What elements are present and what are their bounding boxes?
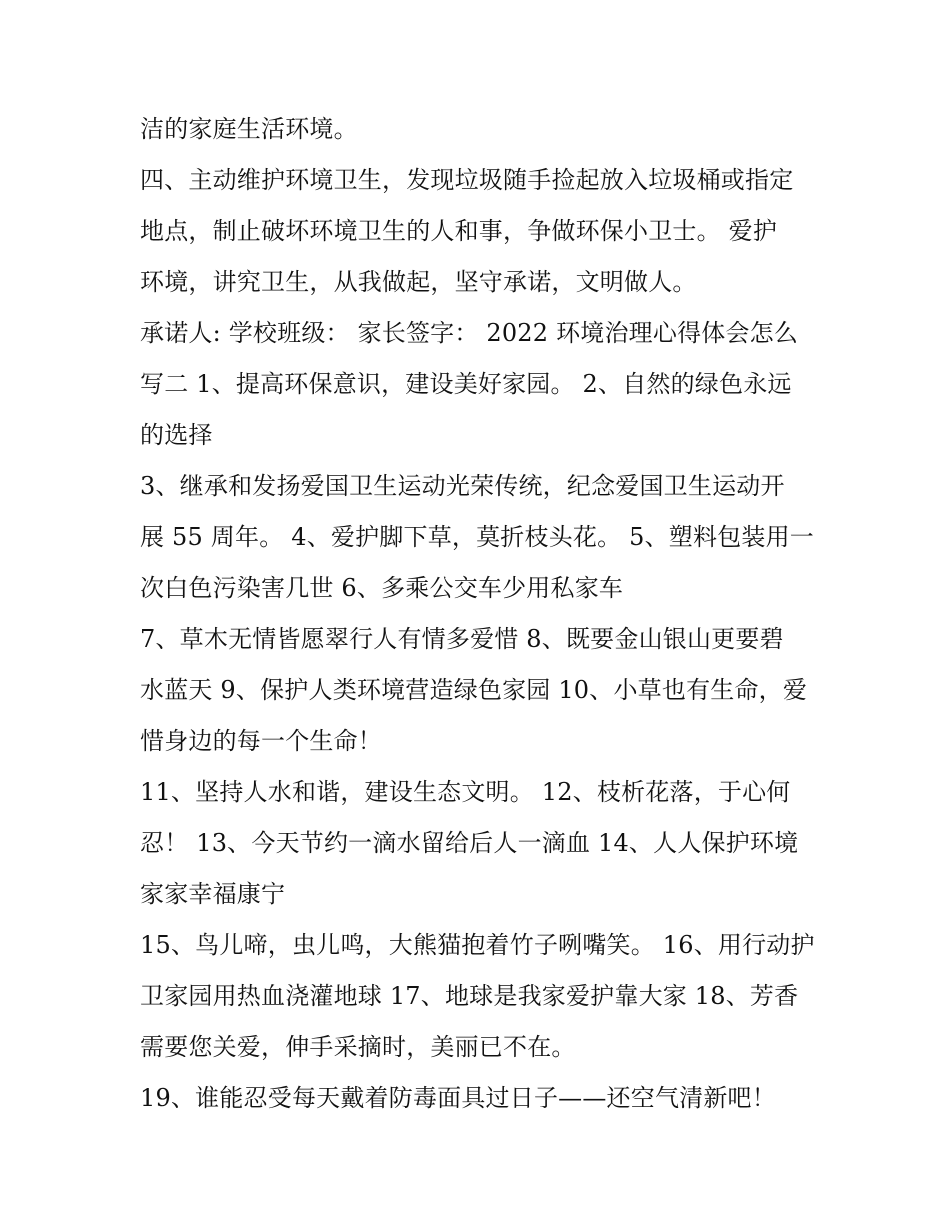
text-line: 承诺人: 学校班级： 家长签字： 2022 环境治理心得体会怎么	[140, 319, 799, 347]
text-line: 展 55 周年。 4、爱护脚下草，莫折枝头花。 5、塑料包装用一	[140, 523, 814, 551]
text-line: 忍！ 13、今天节约一滴水留给后人一滴血 14、人人保护环境	[140, 829, 799, 857]
text-line: 洁的家庭生活环境。	[140, 115, 358, 143]
text-line: 需要您关爱，伸手采摘时，美丽已不在。	[140, 1033, 576, 1061]
text-line: 11、坚持人水和谐，建设生态文明。 12、枝析花落，于心何	[140, 778, 791, 806]
text-line: 水蓝天 9、保护人类环境营造绿色家园 10、小草也有生命，爱	[140, 676, 808, 704]
text-line: 家家幸福康宁	[140, 880, 286, 908]
text-line: 地点，制止破坏环境卫生的人和事，争做环保小卫士。 爱护	[140, 217, 778, 245]
text-line: 19、谁能忍受每天戴着防毒面具过日子——还空气清新吧！	[140, 1084, 776, 1112]
text-line: 的选择	[140, 421, 213, 449]
text-line: 3、继承和发扬爱国卫生运动光荣传统，纪念爱国卫生运动开	[140, 472, 785, 500]
text-line: 环境，讲究卫生，从我做起，坚守承诺，文明做人。	[140, 268, 697, 296]
text-line: 7、草木无情皆愿翠行人有情多爱惜 8、既要金山银山更要碧	[140, 625, 784, 653]
text-line: 卫家园用热血浇灌地球 17、地球是我家爱护靠大家 18、芳香	[140, 982, 799, 1010]
text-line: 写二 1、提高环保意识，建设美好家园。 2、自然的绿色永远	[140, 370, 792, 398]
text-line: 15、鸟儿啼，虫儿鸣，大熊猫抱着竹子咧嘴笑。 16、用行动护	[140, 931, 815, 959]
text-line: 次白色污染害几世 6、多乘公交车少用私家车	[140, 574, 624, 602]
text-line: 四、主动维护环境卫生，发现垃圾随手捡起放入垃圾桶或指定	[140, 166, 794, 194]
document-body	[140, 104, 815, 1124]
text-line: 惜身边的每一个生命！	[140, 727, 382, 755]
